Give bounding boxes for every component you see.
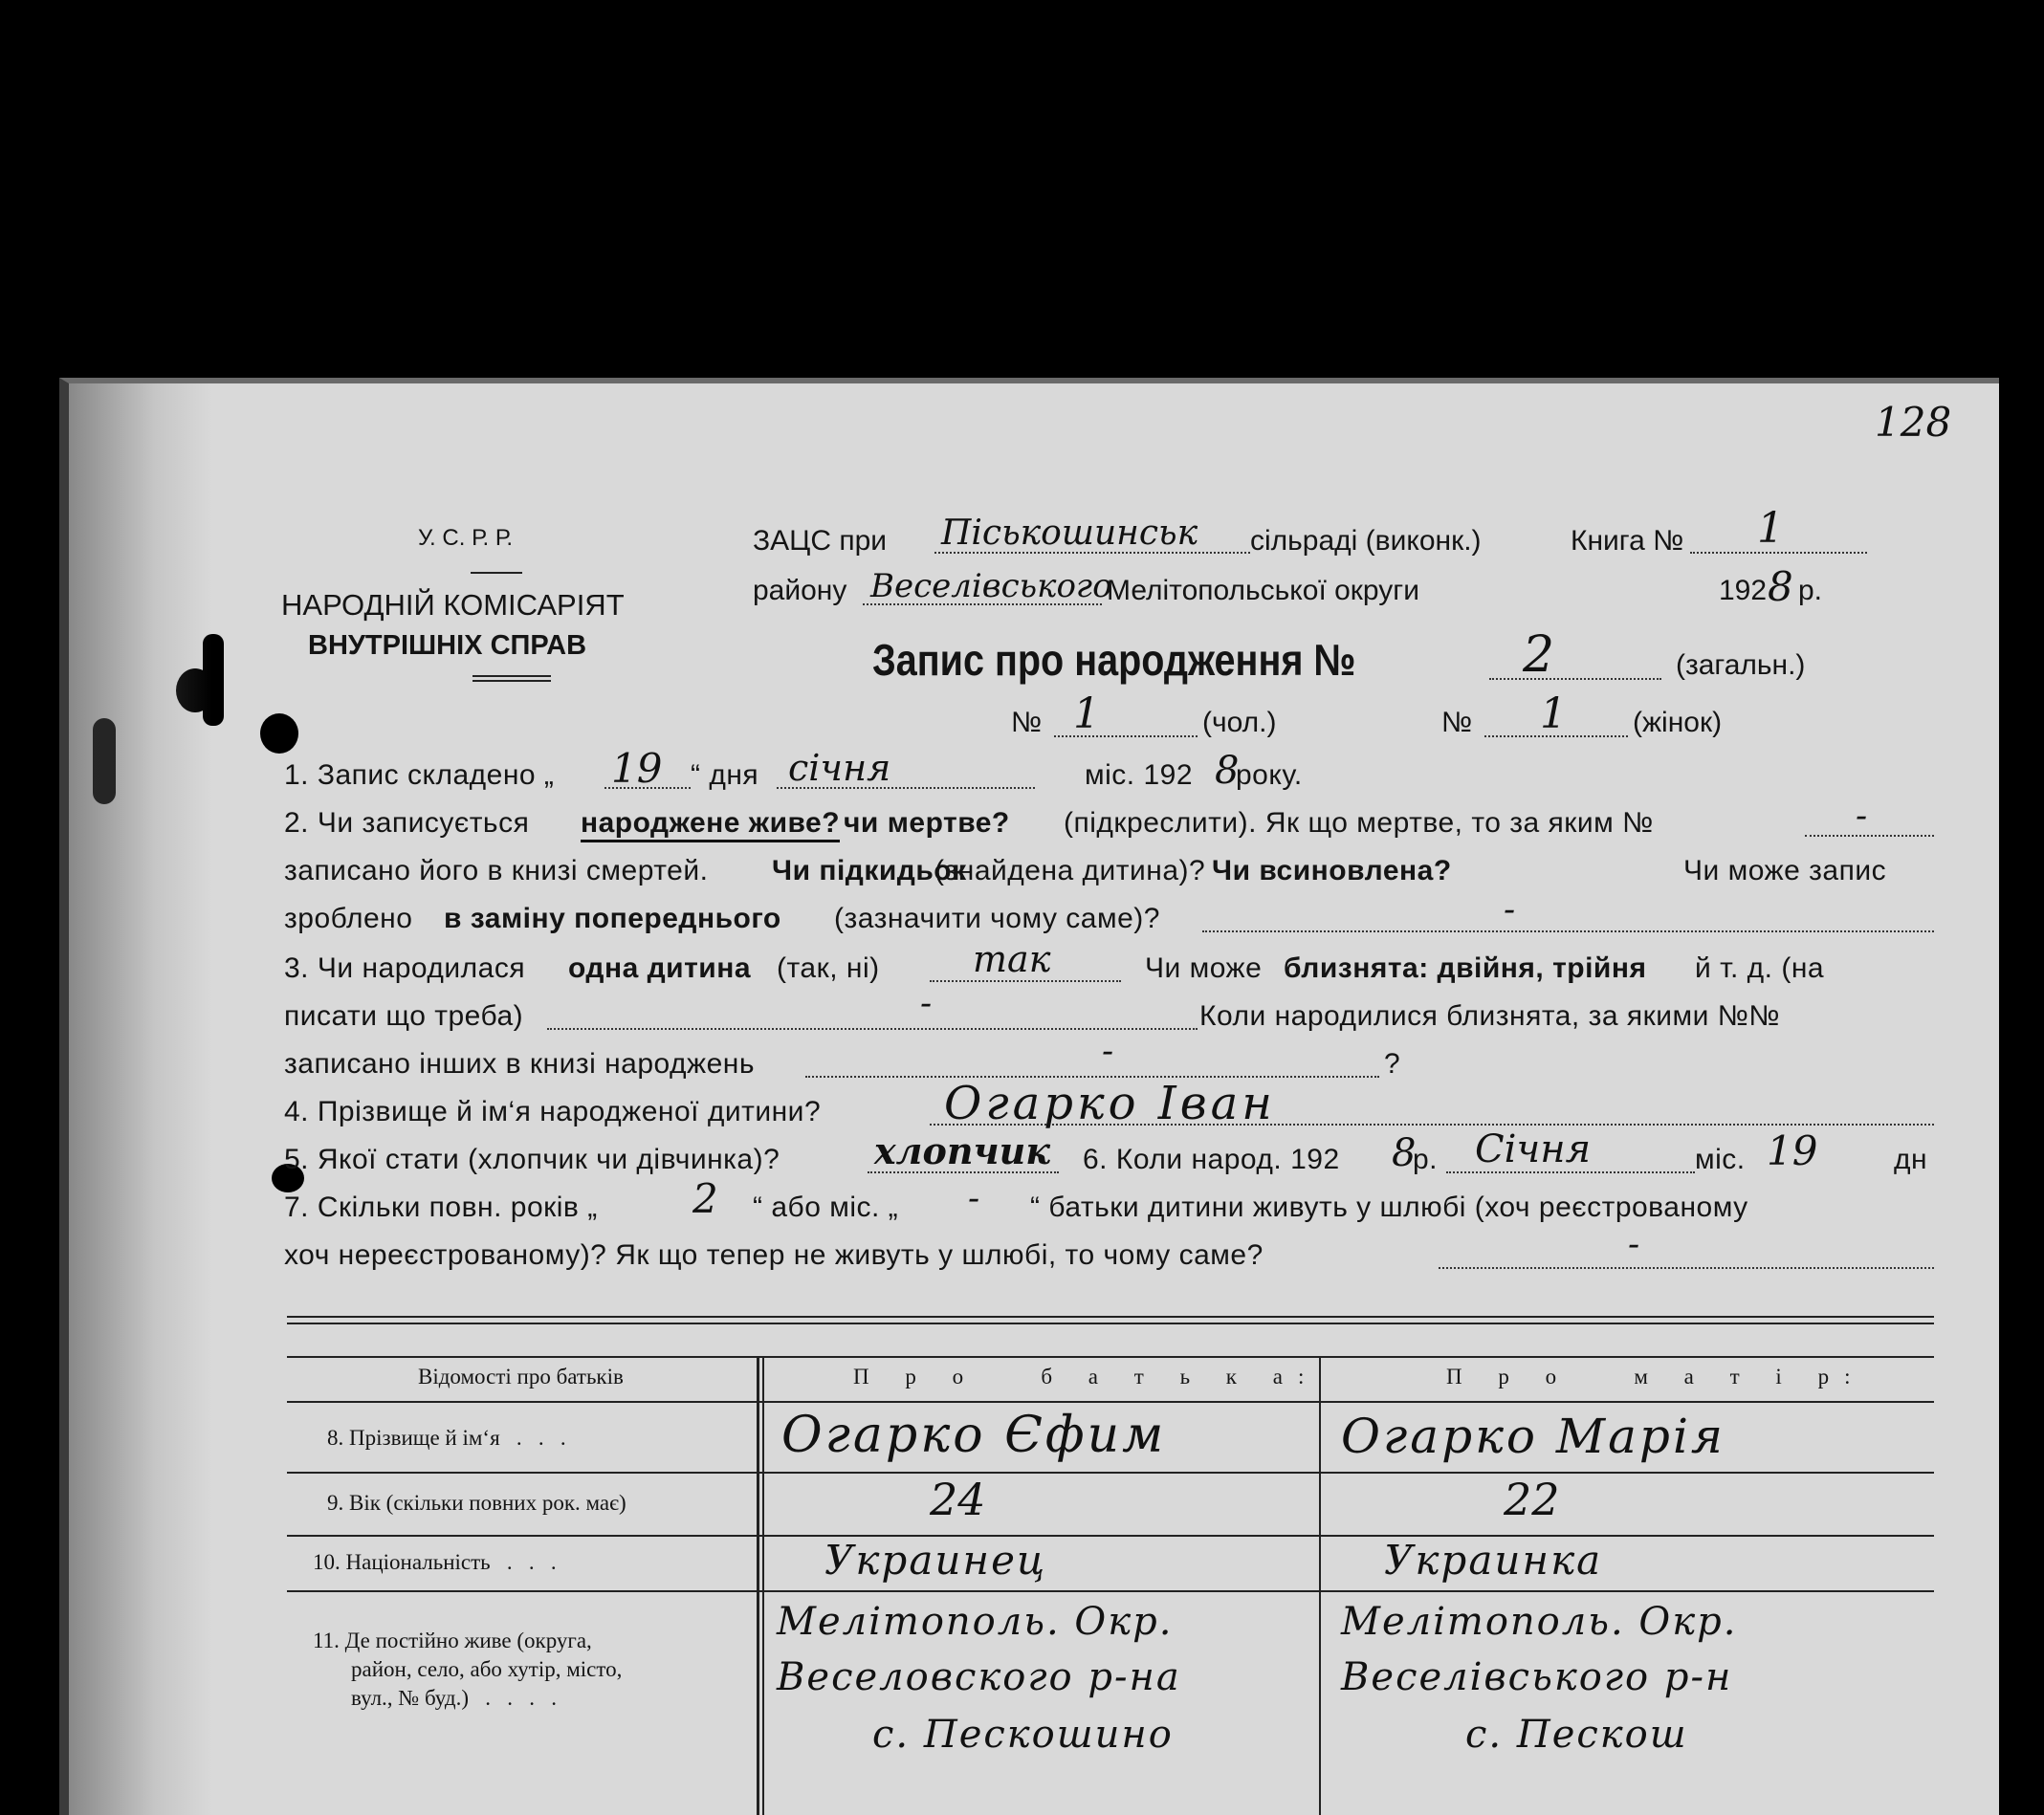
item3-line1a: 3. Чи народилася [284, 952, 526, 984]
item7-reason: - [1628, 1225, 1640, 1264]
row-residence-label-3: вул., № буд.) . . . . [351, 1686, 557, 1710]
punch-hole [93, 718, 116, 804]
table-line [287, 1590, 1934, 1592]
item3-line1d: Чи може [1145, 952, 1263, 984]
table-line [287, 1356, 1934, 1358]
father-residence-3: с. Пескошино [872, 1713, 1174, 1757]
item4-value: Огарко Іван [944, 1077, 1276, 1130]
item3-line2b: Коли народилися близнята, за якими №№ [1199, 1000, 1781, 1032]
table-col-line [762, 1356, 764, 1815]
female-label: (жінок) [1633, 707, 1723, 738]
year-suffix: р. [1798, 575, 1823, 606]
village-value: Піськошинськ [941, 514, 1198, 553]
table-header-parents: Відомості про батьків [418, 1365, 624, 1389]
year-prefix: 192 [1719, 575, 1768, 606]
commissariat-label: НАРОДНІЙ КОМІСАРІЯТ [281, 588, 625, 622]
item2-replacement: в заміну попереднього [444, 903, 781, 934]
item3-line2a: писати що треба) [284, 1000, 524, 1032]
table-line [287, 1472, 1934, 1474]
item3-twins-field [547, 1028, 1198, 1030]
father-residence-1: Мелітополь. Окр. [777, 1600, 1174, 1644]
record-title: Запис про народження № [872, 635, 1356, 685]
item7-years: 2 [692, 1175, 718, 1222]
item2-line1d: (підкреслити). Як що мертве, то за яким № [1064, 807, 1654, 839]
divider [473, 675, 551, 677]
item4-label: 4. Прізвище й ім‘я народженої дитини? [284, 1096, 822, 1127]
item2-line2a: записано його в книзі смертей. [284, 855, 709, 886]
page-number: 128 [1875, 399, 1952, 446]
item3-single-field [930, 980, 1121, 982]
table-top-rule [287, 1316, 1934, 1318]
row-age-label: 9. Вік (скільки повних рок. має) [327, 1491, 626, 1515]
mother-residence-3: с. Пескош [1465, 1713, 1688, 1757]
item1-prefix: 1. Запис складено „ [284, 759, 555, 791]
item5-label: 5. Якої стати (хлопчик чи дівчинка)? [284, 1144, 780, 1175]
female-no-value: 1 [1540, 689, 1567, 738]
item1-suffix-b: року. [1236, 759, 1303, 791]
item6-label-d: дн [1894, 1144, 1928, 1175]
item6-label-a: 6. Коли народ. 192 [1083, 1144, 1340, 1175]
district-value: Веселівського [870, 567, 1112, 605]
male-no-label: № [1011, 707, 1043, 738]
item2-adopted: Чи всиновлена? [1212, 855, 1452, 886]
table-header-mother: П р о м а т і р: [1446, 1365, 1866, 1389]
father-name: Огарко Єфим [781, 1407, 1167, 1464]
father-age: 24 [930, 1474, 986, 1525]
item6-label-c: міс. [1695, 1144, 1746, 1175]
item2-line3c: (зазначити чому саме)? [834, 903, 1160, 934]
record-number: 2 [1523, 626, 1555, 684]
item7-line2a: хоч нереєстрованому)? Як що тепер не живуть у шлюбі, то чому саме? [284, 1239, 1264, 1271]
item6-year: 8 [1392, 1131, 1417, 1175]
father-residence-2: Веселовского р-на [777, 1655, 1181, 1699]
item2-line2c: (знайдена дитина)? [934, 855, 1206, 886]
item2-replacement-field [1202, 930, 1934, 932]
punch-hole [260, 713, 298, 754]
item2-alive: народжене живе? [581, 807, 840, 842]
book-label: Книга № [1571, 525, 1684, 557]
republic-label: У. С. Р. Р. [418, 525, 514, 551]
female-no-label: № [1441, 707, 1473, 738]
item2-line1a: 2. Чи записується [284, 807, 530, 839]
year-digit: 8 [1768, 563, 1793, 610]
row-residence-label-2: район, село, або хутір, місто, [351, 1657, 623, 1681]
item2-foundling: Чи підкидьок [772, 855, 967, 886]
item7-line1b: “ або міс. „ [753, 1192, 899, 1223]
okrug-label: Мелітопольської округи [1107, 575, 1419, 606]
item3-line3a: записано інших в книзі народжень [284, 1048, 756, 1080]
item2-death-no: - [1856, 797, 1868, 836]
row-residence-label-1: 11. Де постійно живе (округа, [313, 1629, 592, 1652]
table-line [287, 1401, 1934, 1403]
punch-hole [176, 668, 214, 712]
item2-dead: чи мертве? [844, 807, 1010, 839]
table-header-father: П р о б а т ь к а: [853, 1365, 1320, 1389]
record-card [59, 378, 1999, 1815]
row-name-label: 8. Прізвище й ім‘я . . . [327, 1426, 566, 1450]
item7-months: - [968, 1179, 980, 1218]
item1-year: 8 [1215, 749, 1240, 793]
divider [473, 680, 551, 682]
item2-death-no-field [1805, 835, 1934, 837]
item1-month: січня [788, 747, 891, 789]
mother-nationality: Украинка [1384, 1537, 1603, 1584]
item1-mid: “ дня [691, 759, 759, 791]
item5-value: хлопчик [874, 1129, 1050, 1172]
father-nationality: Украинец [824, 1537, 1047, 1584]
item7-line1c: “ батьки дитини живуть у шлюбі (хоч реєстрованому [1030, 1192, 1748, 1223]
item2-replacement-value: - [1504, 890, 1516, 929]
table-col-line [1319, 1356, 1321, 1815]
item6-day: 19 [1767, 1127, 1818, 1174]
mother-name: Огарко Марія [1341, 1409, 1726, 1464]
table-top-rule [287, 1323, 1934, 1324]
male-no-value: 1 [1073, 689, 1100, 738]
item3-line3b: ? [1384, 1048, 1401, 1080]
item6-label-b: р. [1413, 1144, 1439, 1175]
item3-others-value: - [1102, 1032, 1114, 1071]
row-nationality-label: 10. Національність . . . [313, 1550, 557, 1574]
male-label: (чол.) [1202, 707, 1277, 738]
table-col-line [757, 1356, 759, 1815]
item3-single-value: так [973, 938, 1051, 980]
divider [471, 572, 522, 574]
zags-label: ЗАЦС при [753, 525, 888, 557]
item3-twins: близнята: двійня, трійня [1284, 952, 1647, 984]
district-label: району [753, 575, 847, 606]
item3-single: одна дитина [568, 952, 752, 984]
item3-line1f: й т. д. (на [1695, 952, 1825, 984]
item6-month-field [1446, 1171, 1695, 1173]
item3-line1c: (так, ні) [777, 952, 880, 984]
record-number-field [1489, 678, 1661, 680]
item2-line2e: Чи може запис [1683, 855, 1887, 886]
item7-reason-field [1439, 1267, 1934, 1269]
punch-hole [203, 634, 224, 726]
mother-age: 22 [1504, 1474, 1560, 1525]
affairs-label: ВНУТРІШНІХ СПРАВ [308, 630, 587, 661]
item1-day: 19 [611, 745, 663, 792]
mother-residence-1: Мелітополь. Окр. [1341, 1600, 1738, 1644]
item1-suffix-a: міс. 192 [1085, 759, 1194, 791]
item6-month: Січня [1475, 1127, 1592, 1171]
general-label: (загальн.) [1676, 649, 1806, 681]
item7-line1a: 7. Скільки повн. років „ [284, 1192, 598, 1223]
book-number: 1 [1757, 504, 1784, 553]
item2-line3a: зроблено [284, 903, 413, 934]
table-line [287, 1535, 1934, 1537]
council-label: сільраді (виконк.) [1250, 525, 1482, 557]
mother-residence-2: Веселівського р-н [1341, 1655, 1733, 1699]
item3-twins-value: - [920, 984, 933, 1023]
